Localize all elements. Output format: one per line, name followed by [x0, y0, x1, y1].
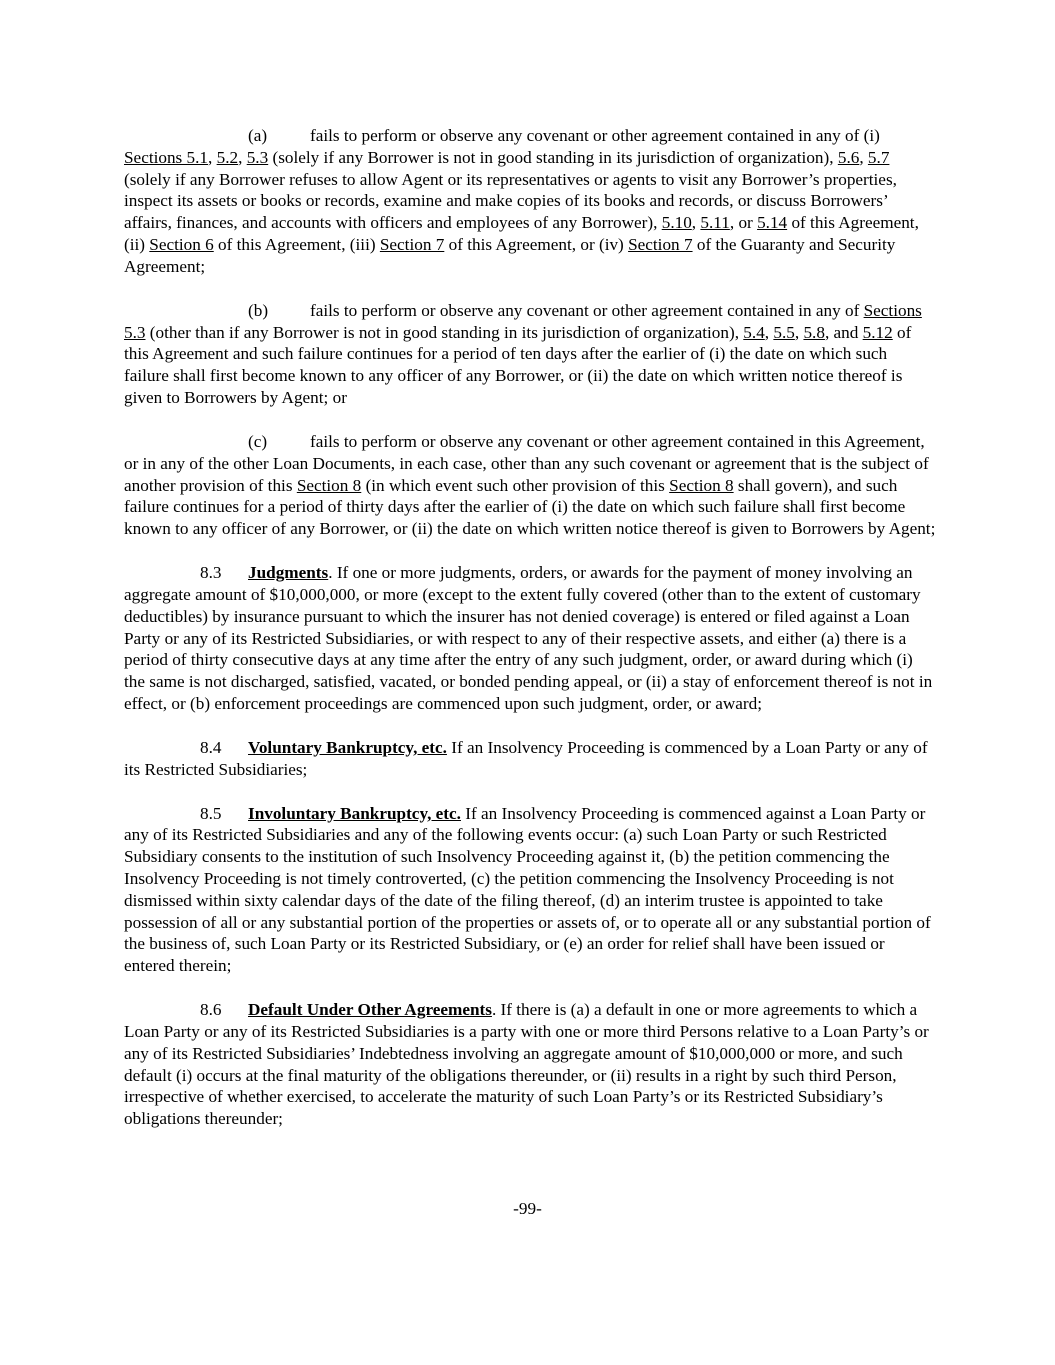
paragraph-text: fails to perform or observe any covenant or other agreement contained in any of (i): [310, 126, 880, 145]
paragraph-text: ,: [208, 147, 217, 167]
section-reference: Sections 5.3: [124, 300, 922, 342]
section-reference: 5.3: [246, 147, 269, 167]
section-heading: Voluntary Bankruptcy, etc.: [248, 737, 447, 757]
section-8-3: [124, 562, 936, 715]
paragraph-label: (a): [248, 126, 268, 145]
paragraph-text: ,: [691, 213, 701, 233]
section-reference: 5.11: [700, 213, 730, 233]
section-reference: Section 7: [628, 234, 693, 254]
paragraph-text: fails to perform or observe any covenant or other agreement contained in this Agreement, or in any of the other Loan Documents, in each case, other than any such covenant or agreement that is the subject of another provision of this: [124, 431, 929, 495]
section-number: 8.5: [200, 803, 222, 823]
section-reference: 5.5: [773, 322, 795, 342]
section-8-5: [124, 803, 936, 977]
paragraph-b: [124, 300, 936, 409]
document-page: [124, 125, 936, 1152]
paragraph-text: , or: [729, 213, 758, 233]
section-number: 8.6: [200, 1000, 222, 1020]
paragraph-text: shall govern), and such failure continues for a period of thirty days after the earlier of (i) the date on which such failure shall first become known to any officer of any Borrower, or (ii) the date on which written notice thereof is given to Borrowers by Agent;: [124, 475, 936, 539]
section-8-4: [124, 737, 936, 781]
paragraph-text: (in which event such other provision of this: [361, 475, 670, 495]
paragraph-text: (other than if any Borrower is not in good standing in its jurisdiction of organization),: [145, 322, 744, 342]
paragraph-text: of this Agreement, (ii): [124, 213, 919, 254]
section-text: . If there is (a) a default in one or more agreements to which a Loan Party or any of its Restricted Subsidiaries is a party with one or more third Persons relative to a Loan Party’s or any of its Restricted Subsidiaries’ Indebtedness involving an aggregate amount of $10,000,000 or more, and such default (i) occurs at the final maturity of the obligations thereunder, or (ii) results in a right by such third Person, irrespective of whether exercised, to accelerate the maturity of such Loan Party’s or its Restricted Subsidiary’s obligations thereunder;: [124, 1000, 929, 1129]
paragraph-text: ,: [859, 147, 868, 167]
paragraph-text: of this Agreement, (iii): [213, 234, 380, 254]
section-reference: 5.8: [803, 322, 825, 342]
section-8-6: [124, 999, 936, 1130]
section-text: . If one or more judgments, orders, or awards for the payment of money involving an aggregate amount of $10,000,000, or more (except to the extent fully covered (other than to the extent of customary deductibles) by insurance pursuant to which the insurer has not denied coverage) is entered or filed against a Loan Party or any of its Restricted Subsidiaries, or with respect to any of their respective assets, and either (a) there is a period of thirty consecutive days at any time after the entry of any such judgment, order, or award during which (i) the same is not discharged, satisfied, vacated, or bonded pending appeal, or (ii) a stay of enforcement thereof is not in effect, or (b) enforcement proceedings are commenced upon such judgment, order, or award;: [124, 563, 933, 713]
paragraph-text: of this Agreement, or (iv): [444, 234, 629, 254]
section-reference: Sections 5.1: [124, 147, 209, 167]
paragraph-text: ,: [238, 147, 247, 167]
section-heading: Involuntary Bankruptcy, etc.: [248, 803, 461, 823]
section-number: 8.4: [200, 737, 222, 757]
section-reference: Section 6: [149, 234, 214, 254]
section-reference: 5.7: [867, 147, 890, 167]
paragraph-c: [124, 431, 936, 540]
paragraph-label: (b): [248, 300, 269, 320]
section-reference: 5.14: [757, 213, 788, 233]
paragraph-text: of the Guaranty and Security Agreement;: [124, 234, 896, 276]
paragraph-text: (solely if any Borrower is not in good standing in its jurisdiction of organization),: [268, 147, 838, 167]
section-reference: 5.4: [743, 322, 765, 342]
paragraph-text: of this Agreement and such failure continues for a period of ten days after the earlier of (i) the date on which such failure shall first become known to any officer of any Borrower, or (ii) the date on which written notice thereof is given to Borrowers by Agent; or: [124, 322, 912, 407]
section-text: If an Insolvency Proceeding is commenced against a Loan Party or any of its Restricted Subsidiaries and any of the following events occur: (a) such Loan Party or such Restricted Subsidiary consents to the institution of such Insolvency Proceeding against it, (b) the petition commencing the Insolvency Proceeding is not timely controverted, (c) the petition commencing the Insolvency Proceeding is not dismissed within sixty calendar days of the date of the filing thereof, (d) an interim trustee is appointed to take possession of all or any substantial portion of the properties or assets of, or to operate all or any substantial portion of the business of, such Loan Party or its Restricted Subsidiary, or (e) an order for relief shall have been issued or entered therein;: [124, 803, 931, 976]
section-reference: 5.6: [837, 147, 860, 167]
section-reference: 5.2: [216, 147, 239, 167]
section-heading: Default Under Other Agreements: [248, 1000, 492, 1020]
paragraph-label: (c): [248, 431, 268, 451]
paragraph-text: ,: [794, 322, 804, 342]
section-text: If an Insolvency Proceeding is commenced by a Loan Party or any of its Restricted Subsidiaries;: [124, 737, 928, 779]
paragraph-a: [124, 125, 936, 278]
section-reference: Section 8: [296, 475, 362, 495]
paragraph-text: (solely if any Borrower refuses to allow Agent or its representatives or agents to visit any Borrower’s properties, inspect its assets or books or records, examine and make copies of its books and records, or discuss Borrowers’ affairs, finances, and accounts with officers and employees of any Borrower),: [124, 169, 897, 233]
paragraph-text: fails to perform or observe any covenant or other agreement contained in any of: [310, 300, 864, 320]
section-reference: Section 8: [669, 475, 734, 495]
paragraph-text: , and: [824, 322, 863, 342]
section-heading: Judgments: [248, 563, 329, 583]
section-number: 8.3: [200, 563, 222, 583]
section-reference: 5.10: [661, 213, 692, 233]
section-reference: Section 7: [379, 234, 445, 254]
paragraph-text: ,: [764, 322, 774, 342]
page-number: -99-: [513, 1199, 542, 1218]
section-reference: 5.12: [862, 322, 893, 342]
